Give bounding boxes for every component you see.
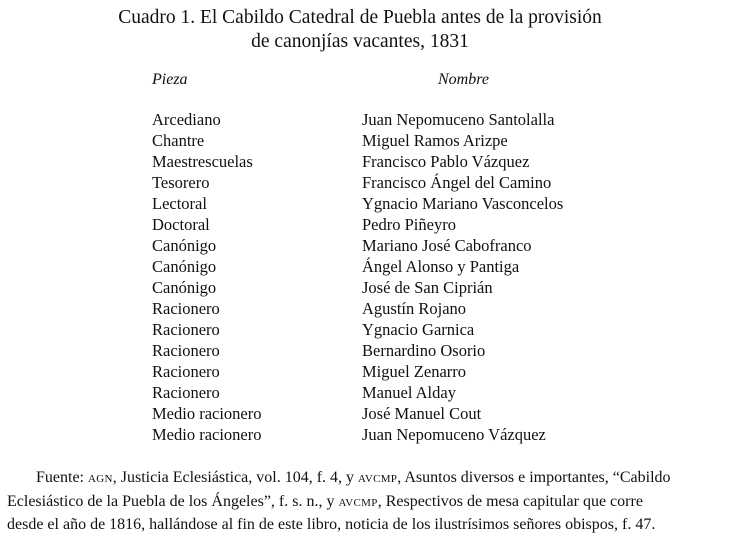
source-note [7, 466, 719, 537]
cell-pieza: Racionero [152, 341, 220, 360]
table-row [0, 340, 730, 361]
source-note-line-3: desde el año de 1816, hallándose al fin de este libro, noticia de los ilustrísimos señores obispos, f. 47. [7, 516, 656, 533]
table-row [0, 424, 730, 445]
cell-pieza: Tesorero [152, 173, 210, 192]
source-abbrev-avcmp: avcmp [358, 469, 398, 486]
table-row [0, 277, 730, 298]
table-row [0, 382, 730, 403]
table-title-line-2: de canonjías vacantes, 1831 [251, 31, 469, 52]
cell-nombre: Miguel Zenarro [362, 362, 467, 381]
source-text: Fuente: [36, 469, 88, 486]
table-row [0, 235, 730, 256]
cell-nombre: Francisco Pablo Vázquez [362, 152, 530, 171]
source-text: Eclesiástico de la Puebla de los Ángeles”, f. s. n., y [7, 492, 339, 510]
source-text: , Respectivos de mesa capitular que corre [377, 492, 643, 510]
table-row [0, 172, 730, 193]
cell-nombre: Miguel Ramos Arizpe [362, 131, 508, 150]
cell-pieza: Racionero [152, 383, 220, 402]
cell-nombre: Bernardino Osorio [362, 341, 486, 360]
cell-nombre: Juan Nepomuceno Santolalla [362, 110, 555, 129]
cell-pieza: Arcediano [152, 110, 221, 129]
table-title [0, 6, 720, 54]
cell-pieza: Canónigo [152, 257, 217, 276]
cell-nombre: Francisco Ángel del Camino [362, 173, 552, 192]
source-note-line-1 [7, 466, 719, 490]
table-row [0, 298, 730, 319]
table-row [0, 403, 730, 424]
cell-pieza: Lectoral [152, 194, 207, 213]
table-row [0, 361, 730, 382]
cell-pieza: Medio racionero [152, 425, 262, 444]
table-title-line-1: Cuadro 1. El Cabildo Catedral de Puebla antes de la provisión [118, 7, 602, 28]
cell-pieza: Medio racionero [152, 404, 262, 423]
cell-pieza: Chantre [152, 131, 205, 150]
column-header-pieza: Pieza [152, 71, 188, 88]
column-header-nombre: Nombre [438, 71, 489, 88]
source-abbrev-avcmp: avcmp [338, 492, 378, 510]
source-text: , Justicia Eclesiástica, vol. 104, f. 4, y [112, 469, 359, 486]
table-row [0, 193, 730, 214]
cell-pieza: Canónigo [152, 236, 217, 255]
cell-nombre: Mariano José Cabofranco [362, 236, 532, 255]
cell-nombre: Manuel Alday [362, 383, 456, 402]
cell-nombre: Juan Nepomuceno Vázquez [362, 425, 546, 444]
source-note-line-2 [7, 490, 719, 514]
cell-nombre: Agustín Rojano [362, 299, 467, 318]
source-text: , Asuntos diversos e importantes, “Cabildo [397, 469, 671, 486]
cell-nombre: Ygnacio Mariano Vasconcelos [362, 194, 564, 213]
table-row [0, 130, 730, 151]
cell-pieza: Doctoral [152, 215, 210, 234]
cell-nombre: Pedro Piñeyro [362, 215, 456, 234]
source-abbrev-agn: agn [88, 469, 113, 486]
cell-nombre: José de San Ciprián [362, 278, 493, 297]
table-row [0, 151, 730, 172]
table-row [0, 109, 730, 130]
cell-pieza: Maestrescuelas [152, 152, 253, 171]
cell-nombre: José Manuel Cout [362, 404, 482, 423]
cell-nombre: Ángel Alonso y Pantiga [362, 257, 520, 276]
cell-nombre: Ygnacio Garnica [362, 320, 475, 339]
table-body [0, 109, 730, 445]
table-row [0, 256, 730, 277]
cell-pieza: Racionero [152, 362, 220, 381]
table-row [0, 214, 730, 235]
cell-pieza: Racionero [152, 320, 220, 339]
cell-pieza: Racionero [152, 299, 220, 318]
cell-pieza: Canónigo [152, 278, 217, 297]
table-row [0, 319, 730, 340]
